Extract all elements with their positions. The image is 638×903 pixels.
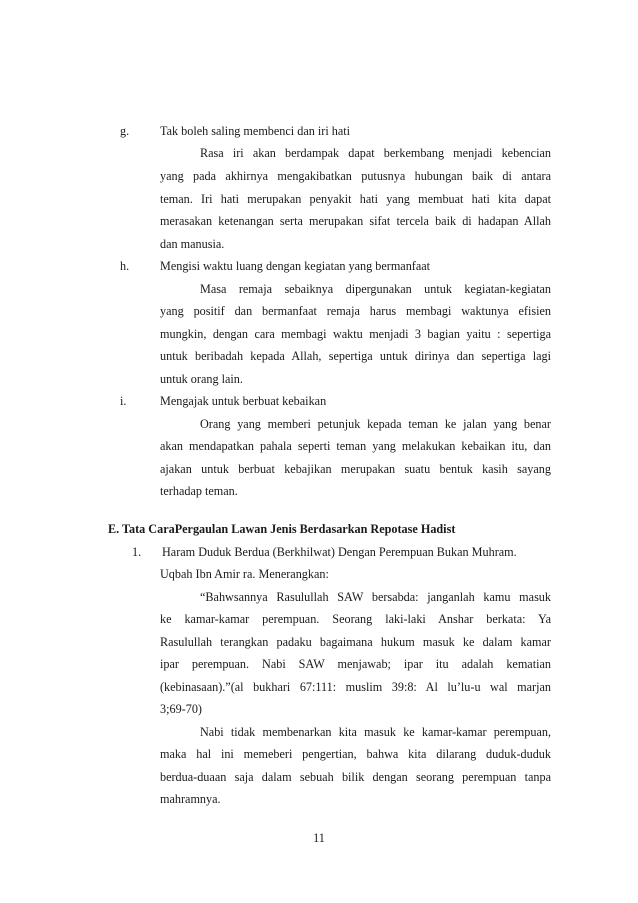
item-i-heading: Mengajak untuk berbuat kebaikan bbox=[160, 394, 327, 408]
quote-line: “Bahwsannya Rasulullah SAW bersabda: janganlah kamu masuk bbox=[200, 590, 551, 604]
item-g-heading: Tak boleh saling membenci dan iri hati bbox=[160, 124, 351, 138]
item-h-marker: h. bbox=[120, 259, 130, 273]
item-h-heading: Mengisi waktu luang dengan kegiatan yang bermanfaat bbox=[160, 259, 431, 273]
item-i-marker: i. bbox=[120, 394, 127, 408]
paragraph-line: maka hal ini memeberi pengertian, bahwa kita dilarang duduk-duduk bbox=[160, 747, 551, 761]
item-h-line: yang positif dan bermanfaat remaja harus membagi waktunya efisien bbox=[160, 304, 551, 318]
page-number: 11 bbox=[313, 831, 325, 845]
paragraph-line: mahramnya. bbox=[160, 792, 221, 806]
item-1-marker: 1. bbox=[132, 545, 142, 559]
item-i-line: ajakan untuk berbuat kebajikan merupakan suatu bentuk kasih sayang bbox=[160, 462, 551, 476]
paragraph-line: berdua-duaan saja dalam sebuah bilik dengan seorang perempuan tanpa bbox=[160, 770, 551, 784]
section-e-heading: E. Tata CaraPergaulan Lawan Jenis Berdasarkan Repotase Hadist bbox=[108, 522, 456, 536]
item-h-line: mungkin, dengan cara membagi waktu menjadi 3 bagian yaitu : sepertiga bbox=[160, 327, 551, 341]
item-h-line: untuk orang lain. bbox=[160, 372, 243, 386]
item-g-line: merasakan ketenangan serta merupakan sifat tercela baik di hadapan Allah bbox=[160, 214, 551, 228]
quote-line: ke kamar-kamar perempuan. Seorang laki-laki Anshar berkata: Ya bbox=[160, 612, 551, 626]
item-g-line: Rasa iri akan berdampak dapat berkembang menjadi kebencian bbox=[200, 146, 551, 160]
item-g-line: dan manusia. bbox=[160, 237, 225, 251]
item-g-line: yang pada akhirnya mengakibatkan putusnya hubungan baik di antara bbox=[160, 169, 551, 183]
item-g-marker: g. bbox=[120, 124, 130, 138]
quote-line: 3;69-70) bbox=[160, 702, 202, 716]
item-i-line: terhadap teman. bbox=[160, 484, 238, 498]
item-h-line: untuk beribadah kepada Allah, sepertiga untuk dirinya dan sepertiga lagi bbox=[160, 349, 551, 363]
item-h-line: Masa remaja sebaiknya dipergunakan untuk kegiatan-kegiatan bbox=[200, 282, 551, 296]
quote-line: Rasulullah terangkan padaku bagaimana hukum masuk ke dalam kamar bbox=[160, 635, 551, 649]
quote-line: ipar perempuan. Nabi SAW menjawab; ipar itu adalah kematian bbox=[160, 657, 551, 671]
item-i-line: Orang yang memberi petunjuk kepada teman ke jalan yang benar bbox=[200, 417, 551, 431]
item-1-heading: Haram Duduk Berdua (Berkhilwat) Dengan Perempuan Bukan Muhram. bbox=[162, 545, 517, 559]
quote-line: (kebinasaan).”(al bukhari 67:111: muslim 39:8: Al lu’lu-u wal marjan bbox=[160, 680, 551, 694]
paragraph-line: Nabi tidak membenarkan kita masuk ke kamar-kamar perempuan, bbox=[200, 725, 551, 739]
narrator-line: Uqbah Ibn Amir ra. Menerangkan: bbox=[160, 567, 329, 581]
item-g-line: teman. Iri hati merupakan penyakit hati yang membuat hati kita dapat bbox=[160, 192, 551, 206]
item-i-line: akan mendapatkan pahala seperti teman yang melakukan kebaikan itu, dan bbox=[160, 439, 551, 453]
